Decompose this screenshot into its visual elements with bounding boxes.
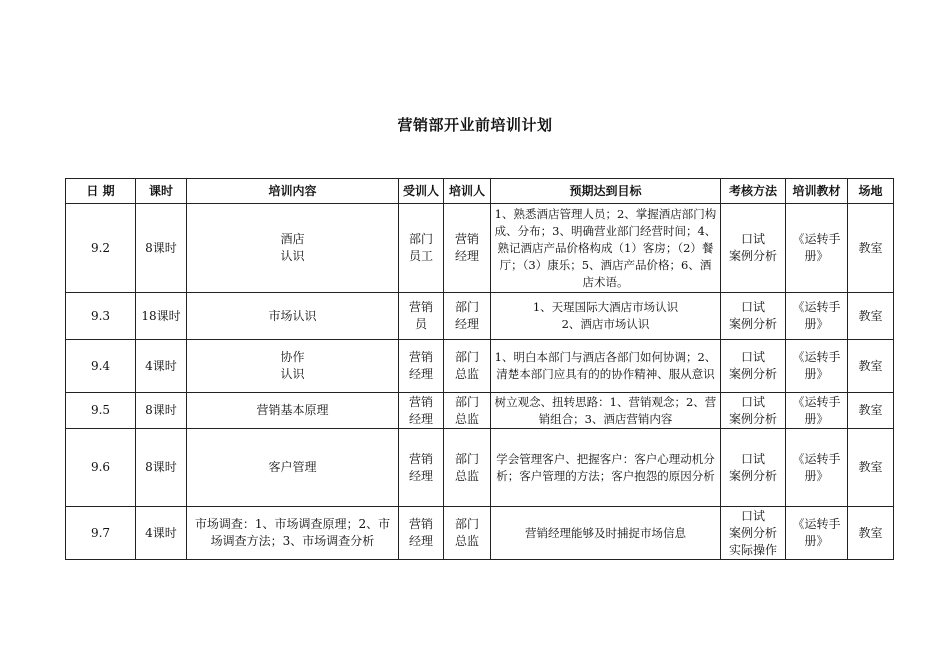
cell-trainee: 部门 员工 xyxy=(399,204,444,293)
cell-venue: 教室 xyxy=(848,393,894,429)
cell-trainer: 部门 总监 xyxy=(444,393,491,429)
header-date: 日 期 xyxy=(66,179,136,204)
cell-hours: 8课时 xyxy=(136,204,187,293)
cell-hours: 8课时 xyxy=(136,429,187,507)
cell-venue: 教室 xyxy=(848,293,894,340)
training-plan-table xyxy=(65,178,894,560)
cell-content: 酒店 认识 xyxy=(187,204,399,293)
cell-assessment: 口试 案例分析 xyxy=(721,393,786,429)
cell-trainee: 营销 经理 xyxy=(399,507,444,560)
cell-goal: 1、明白本部门与酒店各部门如何协调；2、清楚本部门应具有的的协作精神、服从意识 xyxy=(491,340,721,393)
cell-date: 9.2 xyxy=(66,204,136,293)
cell-assessment: 口试 案例分析 xyxy=(721,204,786,293)
header-material: 培训教材 xyxy=(786,179,848,204)
cell-assessment: 口试 案例分析 实际操作 xyxy=(721,507,786,560)
cell-assessment: 口试 案例分析 xyxy=(721,340,786,393)
cell-trainee: 营销 经理 xyxy=(399,429,444,507)
table-row xyxy=(66,393,894,429)
cell-date: 9.6 xyxy=(66,429,136,507)
cell-date: 9.7 xyxy=(66,507,136,560)
cell-goal: 营销经理能够及时捕捉市场信息 xyxy=(491,507,721,560)
cell-content: 市场认识 xyxy=(187,293,399,340)
cell-goal: 1、熟悉酒店管理人员；2、掌握酒店部门构成、分布；3、明确营业部门经营时间；4、熟记酒店产品价格构成（1）客房；（2）餐厅；（3）康乐；5、酒店产品价格；6、酒店术语。 xyxy=(491,204,721,293)
cell-trainer: 部门 总监 xyxy=(444,507,491,560)
cell-hours: 4课时 xyxy=(136,340,187,393)
cell-trainee: 营销 经理 xyxy=(399,393,444,429)
cell-material: 《运转手 册》 xyxy=(786,393,848,429)
cell-goal: 学会管理客户、把握客户：客户心理动机分析；客户管理的方法；客户抱怨的原因分析 xyxy=(491,429,721,507)
cell-date: 9.4 xyxy=(66,340,136,393)
cell-material: 《运转手 册》 xyxy=(786,429,848,507)
cell-content: 协作 认识 xyxy=(187,340,399,393)
cell-goal: 树立观念、扭转思路：1、营销观念；2、营销组合；3、酒店营销内容 xyxy=(491,393,721,429)
cell-date: 9.5 xyxy=(66,393,136,429)
cell-hours: 8课时 xyxy=(136,393,187,429)
table-row xyxy=(66,293,894,340)
page-title: 营销部开业前培训计划 xyxy=(397,116,553,134)
cell-venue: 教室 xyxy=(848,204,894,293)
table-header-row xyxy=(66,179,894,204)
header-venue: 场地 xyxy=(848,179,894,204)
header-trainee: 受训人 xyxy=(399,179,444,204)
cell-material: 《运转手 册》 xyxy=(786,293,848,340)
cell-goal: 1、天瑆国际大酒店市场认识 2、酒店市场认识 xyxy=(491,293,721,340)
cell-material: 《运转手 册》 xyxy=(786,507,848,560)
header-trainer: 培训人 xyxy=(444,179,491,204)
cell-trainer: 部门 总监 xyxy=(444,340,491,393)
cell-venue: 教室 xyxy=(848,429,894,507)
cell-venue: 教室 xyxy=(848,507,894,560)
cell-content: 市场调查：1、市场调查原理；2、市场调查方法；3、市场调查分析 xyxy=(187,507,399,560)
header-hours: 课时 xyxy=(136,179,187,204)
cell-trainer: 营销 经理 xyxy=(444,204,491,293)
table-row xyxy=(66,507,894,560)
cell-material: 《运转手 册》 xyxy=(786,204,848,293)
header-goal: 预期达到目标 xyxy=(491,179,721,204)
cell-venue: 教室 xyxy=(848,340,894,393)
cell-trainer: 部门 总监 xyxy=(444,429,491,507)
cell-trainee: 营销 经理 xyxy=(399,340,444,393)
cell-trainer: 部门 经理 xyxy=(444,293,491,340)
header-assessment: 考核方法 xyxy=(721,179,786,204)
cell-assessment: 口试 案例分析 xyxy=(721,293,786,340)
cell-trainee: 营销 员 xyxy=(399,293,444,340)
table-row xyxy=(66,429,894,507)
cell-hours: 18课时 xyxy=(136,293,187,340)
header-content: 培训内容 xyxy=(187,179,399,204)
cell-content: 客户管理 xyxy=(187,429,399,507)
cell-assessment: 口试 案例分析 xyxy=(721,429,786,507)
table-row xyxy=(66,340,894,393)
cell-hours: 4课时 xyxy=(136,507,187,560)
cell-content: 营销基本原理 xyxy=(187,393,399,429)
cell-date: 9.3 xyxy=(66,293,136,340)
cell-material: 《运转手 册》 xyxy=(786,340,848,393)
table-row xyxy=(66,204,894,293)
